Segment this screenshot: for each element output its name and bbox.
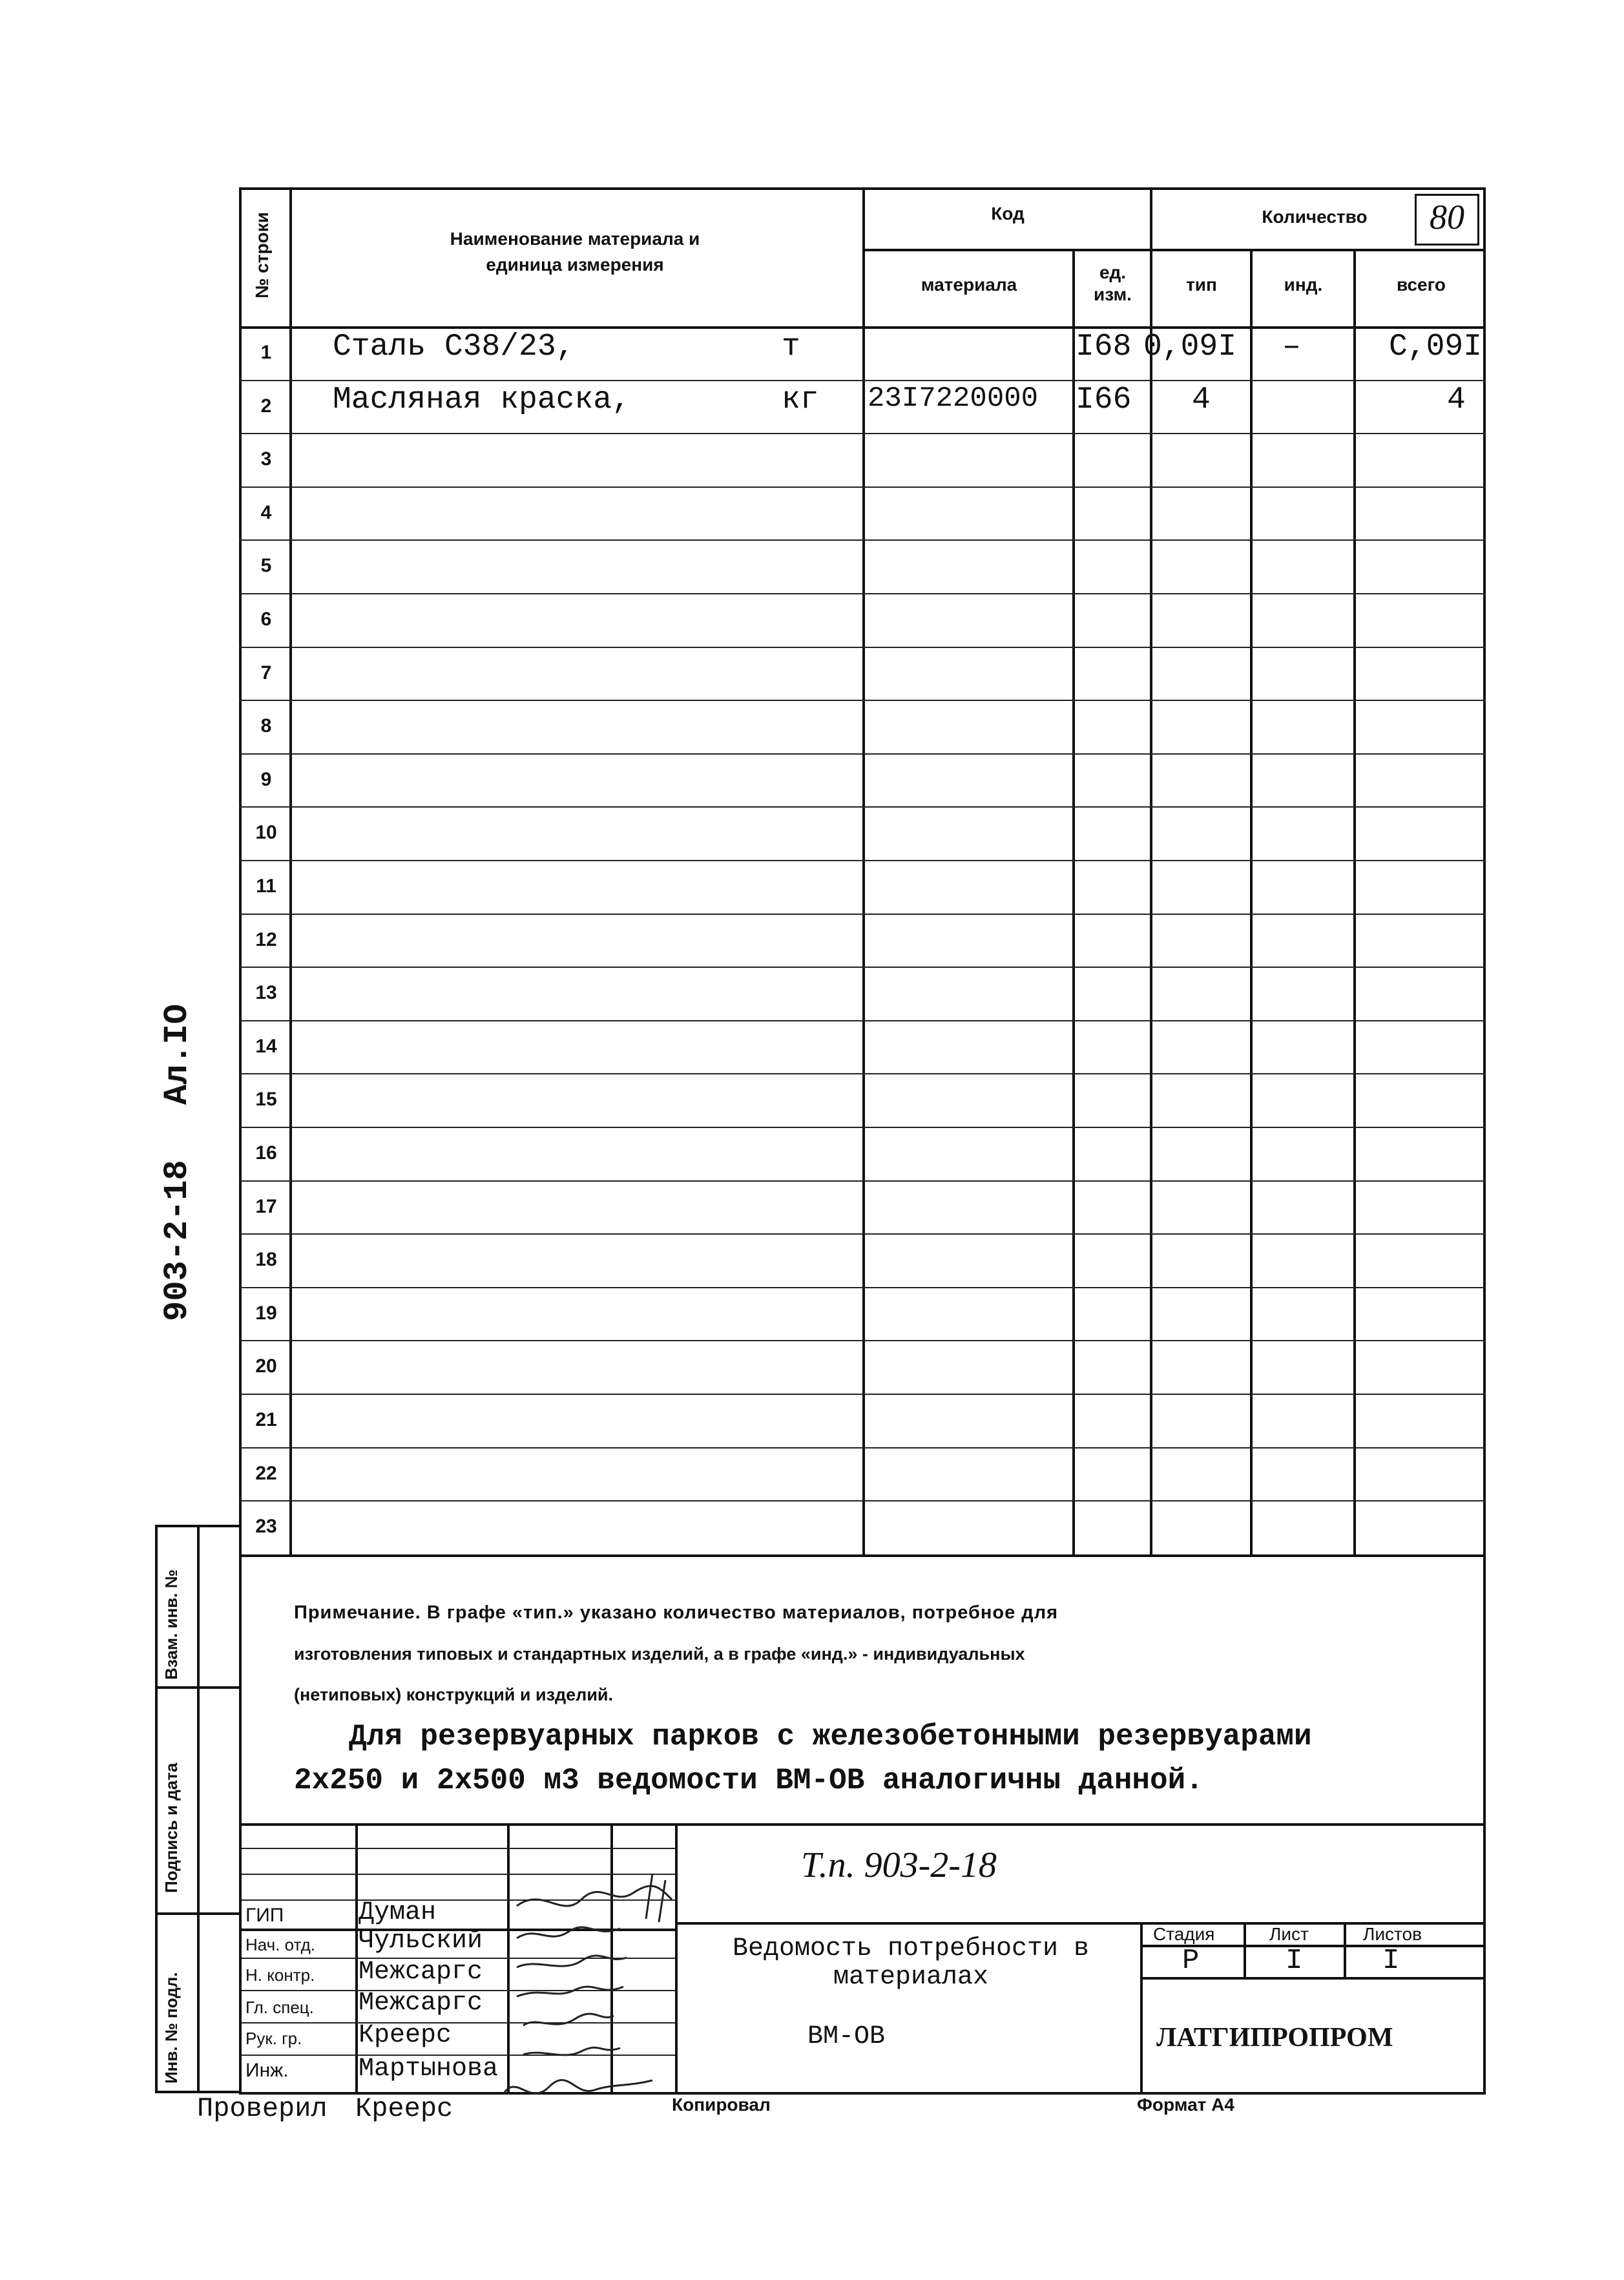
row-number: 3 xyxy=(260,448,272,470)
row-number: 14 xyxy=(255,1035,277,1057)
sheets-value: I xyxy=(1382,1945,1400,1977)
role-0: ГИП xyxy=(245,1905,284,1926)
row-divider xyxy=(239,1394,1486,1395)
row-divider xyxy=(239,806,1486,808)
row-divider xyxy=(239,593,1486,594)
header-qty-tip: тип xyxy=(1186,275,1217,295)
row-number: 18 xyxy=(255,1249,277,1271)
row-number: 12 xyxy=(255,928,277,950)
side-sign-date: Подпись и дата xyxy=(161,1762,181,1893)
row-number: 21 xyxy=(255,1409,277,1430)
row1-tip: 0,09I xyxy=(1143,329,1237,364)
row-number: 22 xyxy=(255,1462,277,1484)
row-divider xyxy=(239,1180,1486,1182)
row-number: 16 xyxy=(255,1142,277,1164)
role-5: Инж. xyxy=(245,2060,289,2081)
row2-unit: кг xyxy=(782,382,819,417)
row1-unit: т xyxy=(782,329,800,364)
header-code-material: материала xyxy=(921,275,1017,295)
header-qty-ind: инд. xyxy=(1284,275,1323,295)
row-number: 2 xyxy=(260,395,272,417)
sheet-label: Лист xyxy=(1269,1924,1309,1944)
row-divider xyxy=(239,860,1486,861)
stage-value: Р xyxy=(1182,1945,1200,1977)
row2-tip: 4 xyxy=(1192,382,1211,417)
row2-code: 23I7220000 xyxy=(868,382,1039,415)
name-1: Чульский xyxy=(359,1927,483,1956)
checked-name: Креерс xyxy=(355,2093,453,2124)
sheets-label: Листов xyxy=(1363,1924,1422,1944)
row-number: 20 xyxy=(255,1355,277,1377)
side-doc-code: 903-2-18 xyxy=(158,1160,196,1321)
sheet-number: 80 xyxy=(1430,198,1464,236)
row-divider xyxy=(239,1500,1486,1501)
row-divider xyxy=(239,433,1486,434)
note-line-4: Для резервуарных парков с железобетонными резервуарами xyxy=(349,1720,1312,1753)
row-divider xyxy=(239,539,1486,541)
header-row-no: № строки xyxy=(252,212,272,298)
note-line-1: Примечание. В графе «тип.» указано количество материалов, потребное для xyxy=(294,1602,1059,1623)
row1-total: С,09I xyxy=(1389,329,1483,364)
row-divider xyxy=(239,914,1486,915)
row1-name: Сталь С38/23, xyxy=(333,329,575,364)
row-number: 5 xyxy=(260,555,272,577)
role-4: Рук. гр. xyxy=(245,2029,302,2048)
name-4: Креерс xyxy=(359,2021,452,2050)
row-number: 6 xyxy=(260,609,272,630)
document-code: ВМ-ОВ xyxy=(807,2022,886,2051)
row-number: 8 xyxy=(260,715,272,737)
name-3: Межсаргс xyxy=(359,1989,483,2018)
row-divider xyxy=(239,753,1486,755)
row-number: 10 xyxy=(255,822,277,844)
side-replace-inv: Взам. инв. № xyxy=(161,1569,181,1680)
header-qty-total: всего xyxy=(1396,275,1446,295)
row-number: 23 xyxy=(255,1516,277,1538)
checker-signature xyxy=(497,2067,665,2113)
row-divider xyxy=(239,486,1486,488)
row-divider xyxy=(239,1073,1486,1074)
signatures-graphic xyxy=(504,1861,698,2080)
row-divider xyxy=(239,700,1486,701)
row-divider xyxy=(239,1340,1486,1341)
row-number: 11 xyxy=(256,875,276,897)
name-0: Думан xyxy=(359,1898,437,1927)
note-line-3: (нетиповых) конструкций и изделий. xyxy=(294,1685,614,1704)
row-number: 9 xyxy=(260,768,272,790)
role-2: Н. контр. xyxy=(245,1965,315,1985)
row-number: 4 xyxy=(260,501,272,523)
sheet-value: I xyxy=(1286,1945,1303,1977)
row-divider xyxy=(239,647,1486,648)
row-divider xyxy=(239,967,1486,968)
row-divider xyxy=(239,380,1486,381)
copied-label: Копировал xyxy=(672,2095,771,2115)
row-number: 15 xyxy=(255,1089,277,1111)
row-number: 13 xyxy=(255,982,277,1004)
row1-unit-code: I68 xyxy=(1076,329,1132,364)
header-quantity: Количество xyxy=(1262,207,1368,227)
note-line-2: изготовления типовых и стандартных изделий, а в графе «инд.» - индивидуальных xyxy=(294,1644,1025,1664)
header-code-unit: ед. изм. xyxy=(1094,262,1132,304)
role-3: Гл. спец. xyxy=(245,1998,314,2017)
row-number: 1 xyxy=(260,342,272,363)
row2-unit-code: I66 xyxy=(1076,382,1132,417)
header-name: Наименование материала и единица измерения xyxy=(450,229,700,275)
organization: ЛАТГИПРОПРОМ xyxy=(1156,2023,1393,2053)
name-5: Мартынова xyxy=(359,2055,499,2084)
stage-label: Стадия xyxy=(1153,1924,1215,1944)
project-number: Т.п. 903-2-18 xyxy=(801,1845,997,1885)
row-number: 7 xyxy=(260,662,272,684)
row-divider xyxy=(239,1020,1486,1021)
checked-label: Проверил xyxy=(197,2093,328,2124)
side-inv-orig: Инв. № подл. xyxy=(161,1972,181,2084)
role-1: Нач. отд. xyxy=(245,1935,315,1954)
format-label: Формат А4 xyxy=(1137,2095,1234,2115)
document-title: Ведомость потребности в материалах xyxy=(732,1934,1090,1992)
row-number: 17 xyxy=(255,1195,277,1217)
row-divider xyxy=(239,1447,1486,1449)
row-number: 19 xyxy=(255,1302,277,1324)
row-divider xyxy=(239,1287,1486,1288)
side-album: Ал.IO xyxy=(158,1003,196,1105)
header-code: Код xyxy=(991,204,1025,224)
row1-ind: – xyxy=(1282,329,1301,364)
row-divider xyxy=(239,1233,1486,1235)
name-2: Межсаргс xyxy=(359,1958,483,1987)
row-divider xyxy=(239,1127,1486,1128)
row2-total: 4 xyxy=(1447,382,1466,417)
row2-name: Масляная краска, xyxy=(333,382,630,417)
note-line-5: 2х250 и 2х500 м3 ведомости ВМ-ОВ аналогичны данной. xyxy=(294,1764,1203,1797)
